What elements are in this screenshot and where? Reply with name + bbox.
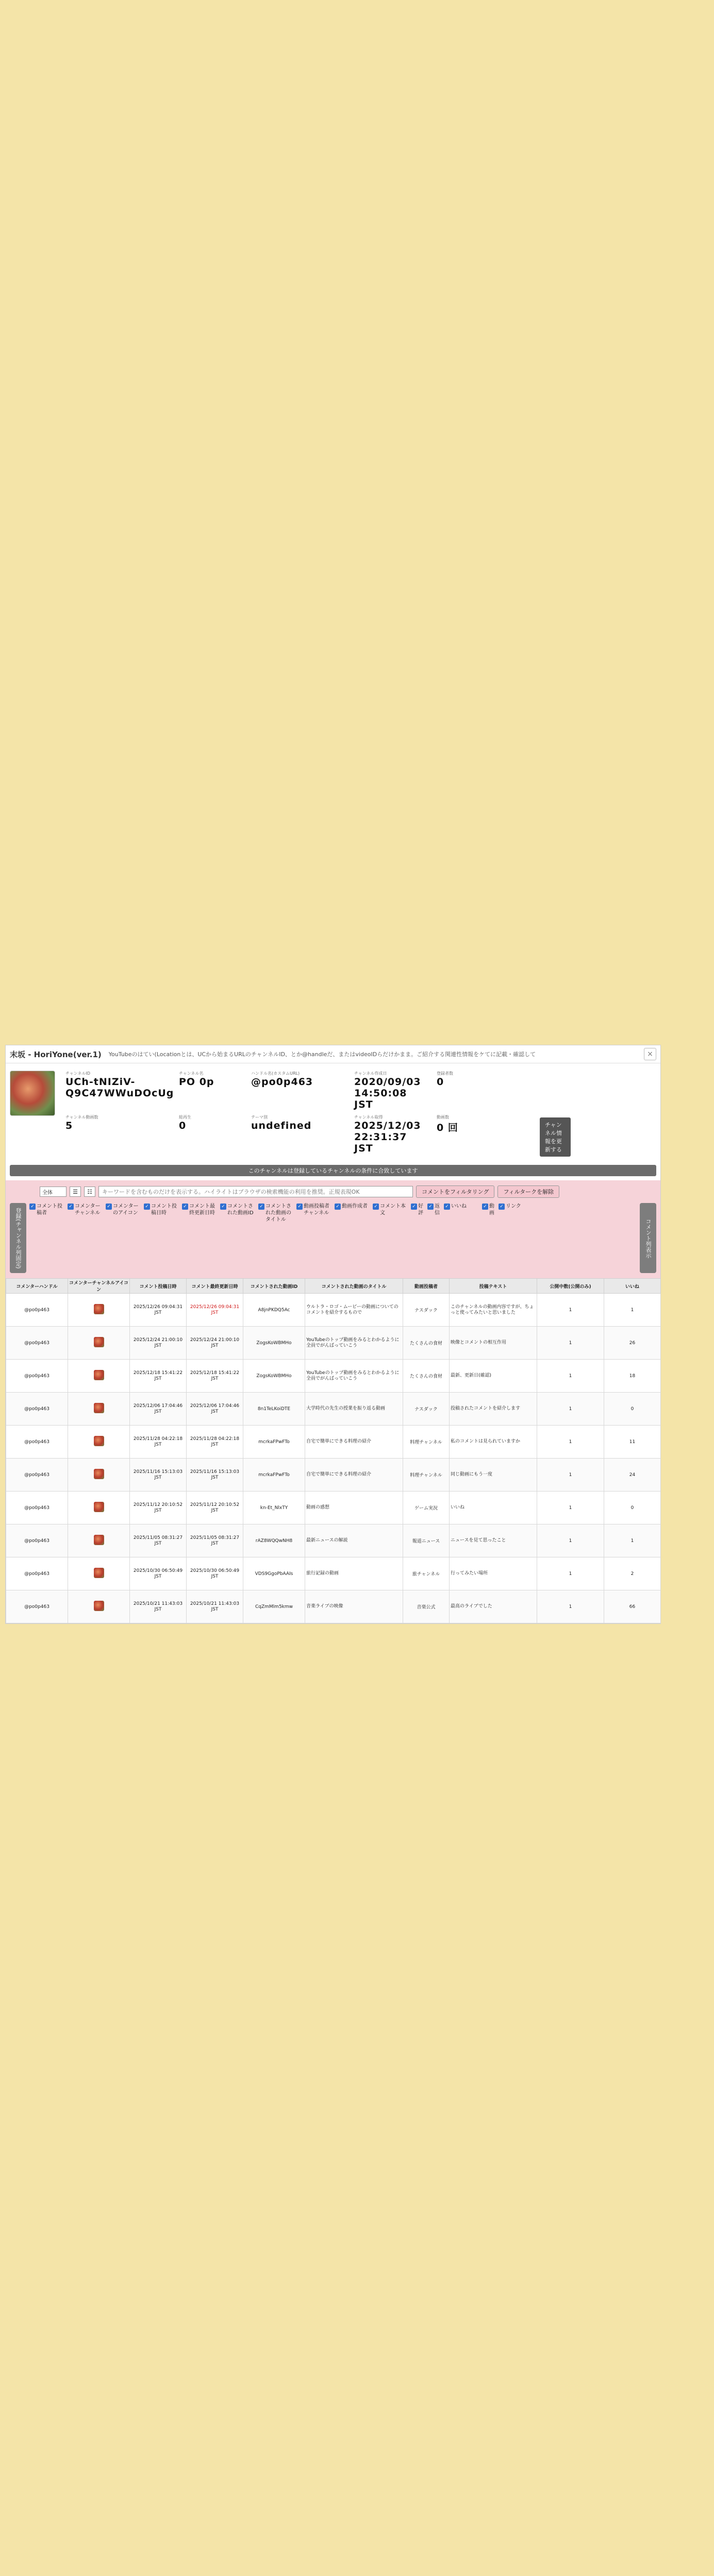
- video-title[interactable]: 大学時代の先生の授業を振り返る動画: [305, 1393, 403, 1426]
- checkbox-label: 返信: [435, 1204, 440, 1216]
- video-id[interactable]: A8jnPKDQ5Ac: [243, 1294, 305, 1327]
- fetched-label: チャンネル取得: [354, 1115, 383, 1120]
- video-id[interactable]: ZogsKoWBMHo: [243, 1360, 305, 1393]
- column-checkbox[interactable]: [106, 1203, 143, 1223]
- column-checkbox[interactable]: [482, 1203, 497, 1223]
- commenter-handle[interactable]: @po0p463: [6, 1557, 68, 1590]
- posted-date: 2025/10/21 11:43:03 JST: [130, 1590, 187, 1623]
- column-checkboxes: [29, 1203, 637, 1223]
- updated-date: 2025/11/16 15:13:03 JST: [187, 1459, 243, 1492]
- public-count: 1: [537, 1557, 604, 1590]
- updated-date: 2025/12/26 09:04:31 JST: [187, 1294, 243, 1327]
- comments-table: [6, 1278, 661, 1623]
- posted-date: 2025/12/06 17:04:46 JST: [130, 1393, 187, 1426]
- theme-label: テーマ別: [251, 1115, 268, 1120]
- posted-date: 2025/10/30 06:50:49 JST: [130, 1557, 187, 1590]
- comment-text: 投稿されたコメントを紹介します: [450, 1393, 537, 1426]
- commenter-icon-cell[interactable]: [68, 1524, 130, 1557]
- updated-date: 2025/11/12 20:10:52 JST: [187, 1492, 243, 1524]
- table-header-row: [6, 1279, 661, 1294]
- public-count: 1: [537, 1426, 604, 1459]
- check-icon[interactable]: ✓: [335, 1204, 341, 1210]
- checkbox-label: コメント最終更新日時: [189, 1204, 215, 1216]
- clear-filter-button[interactable]: フィルタークを解除: [497, 1185, 559, 1198]
- public-count: 1: [537, 1459, 604, 1492]
- status-progress-bar: このチャンネルは登録しているチャンネルの条件に合致しています: [10, 1165, 656, 1176]
- video-title[interactable]: 動画の感想: [305, 1492, 403, 1524]
- check-icon[interactable]: ✓: [444, 1204, 450, 1210]
- like-count: 2: [604, 1557, 661, 1590]
- column-checkbox[interactable]: [411, 1203, 426, 1223]
- column-header[interactable]: コメント最終更新日時: [187, 1279, 243, 1294]
- commenter-handle[interactable]: @po0p463: [6, 1360, 68, 1393]
- check-icon[interactable]: ✓: [68, 1204, 74, 1210]
- channel-thumbnail-icon[interactable]: [94, 1403, 104, 1413]
- channel-info-grid: [65, 1071, 656, 1157]
- channel-id: UCh-tNIZiV-Q9C47WWuDOcUg: [65, 1076, 174, 1099]
- comment-text: 私のコメントは見られていますか: [450, 1426, 537, 1459]
- views-label: 総再生: [179, 1115, 191, 1120]
- like-count: 26: [604, 1327, 661, 1360]
- posted-date: 2025/11/16 15:13:03 JST: [130, 1459, 187, 1492]
- column-header[interactable]: コメント投稿日時: [130, 1279, 187, 1294]
- close-button[interactable]: [644, 1048, 656, 1060]
- check-icon[interactable]: ✓: [220, 1204, 226, 1210]
- public-count: 1: [537, 1393, 604, 1426]
- comment-text: このチャンネルの動画内容ですが、ちょっと使ってみたいと思いました: [450, 1294, 537, 1327]
- commenter-icon-cell[interactable]: [68, 1557, 130, 1590]
- table-row: [6, 1492, 661, 1524]
- video-title[interactable]: 自宅で簡単にできる料理の紹介: [305, 1426, 403, 1459]
- table-row: [6, 1459, 661, 1492]
- checkbox-label: 動画作成者: [342, 1204, 368, 1209]
- count-value: 0 回: [437, 1122, 458, 1133]
- checkbox-label: コメント投稿日時: [151, 1204, 177, 1216]
- keyword-input[interactable]: [98, 1186, 413, 1197]
- commenter-icon-cell[interactable]: [68, 1360, 130, 1393]
- column-header[interactable]: コメントされた動画のタイトル: [305, 1279, 403, 1294]
- video-title[interactable]: 自宅で簡単にできる料理の紹介: [305, 1459, 403, 1492]
- video-title[interactable]: 音楽ライブの映像: [305, 1590, 403, 1623]
- column-header[interactable]: いいね: [604, 1279, 661, 1294]
- video-owner[interactable]: 旅チャンネル: [403, 1557, 450, 1590]
- video-owner[interactable]: ナスダック: [403, 1393, 450, 1426]
- like-count: 0: [604, 1393, 661, 1426]
- column-header[interactable]: 動画投稿者: [403, 1279, 450, 1294]
- like-count: 18: [604, 1360, 661, 1393]
- column-checkbox[interactable]: [427, 1203, 443, 1223]
- comment-text: 同じ動画にもう一度: [450, 1459, 537, 1492]
- channel-profile: [6, 1063, 660, 1161]
- column-checkbox[interactable]: [29, 1203, 67, 1223]
- commenter-icon-cell[interactable]: [68, 1327, 130, 1360]
- updated-date: 2025/10/21 11:43:03 JST: [187, 1590, 243, 1623]
- video-owner[interactable]: 料理チャンネル: [403, 1459, 450, 1492]
- view-count: 0: [179, 1120, 187, 1131]
- column-header[interactable]: 投稿テキスト: [450, 1279, 537, 1294]
- commenter-icon-cell[interactable]: [68, 1459, 130, 1492]
- video-owner[interactable]: 報道ニュース: [403, 1524, 450, 1557]
- video-title[interactable]: YouTubeのトップ動画をみるとわかるように全員でがんばっていこう: [305, 1327, 403, 1360]
- posted-date: 2025/11/12 20:10:52 JST: [130, 1492, 187, 1524]
- commenter-icon-cell[interactable]: [68, 1590, 130, 1623]
- video-title[interactable]: 旅行記録の動画: [305, 1557, 403, 1590]
- table-row: [6, 1590, 661, 1623]
- channel-thumbnail-icon[interactable]: [94, 1469, 104, 1479]
- checkbox-label: コメント本文: [380, 1204, 406, 1216]
- like-count: 11: [604, 1426, 661, 1459]
- posted-date: 2025/12/24 21:00:10 JST: [130, 1327, 187, 1360]
- checkbox-label: いいね: [451, 1204, 467, 1209]
- video-id[interactable]: 8n1TeLKoiDTE: [243, 1393, 305, 1426]
- column-checkbox[interactable]: [499, 1203, 536, 1223]
- comment-text: 最新、更新日(確認): [450, 1360, 537, 1393]
- search-row: [10, 1185, 656, 1198]
- commenter-handle[interactable]: @po0p463: [6, 1492, 68, 1524]
- channel-thumbnail-icon[interactable]: [94, 1535, 104, 1545]
- avatar: [10, 1071, 55, 1116]
- fetched-date: 2025/12/03 22:31:37 JST: [354, 1120, 421, 1154]
- table-row: [6, 1524, 661, 1557]
- video-owner[interactable]: 料理チャンネル: [403, 1426, 450, 1459]
- table-row: [6, 1360, 661, 1393]
- column-toggle-row: [10, 1203, 656, 1273]
- video-owner[interactable]: たくさんの食材: [403, 1360, 450, 1393]
- column-header[interactable]: コメンターハンドル: [6, 1279, 68, 1294]
- video-owner[interactable]: ゲーム実況: [403, 1492, 450, 1524]
- updated-date: 2025/12/18 15:41:22 JST: [187, 1360, 243, 1393]
- app-title: 末坂 - HoriYone(ver.1): [10, 1049, 102, 1059]
- comment-text: 行ってみたい場所: [450, 1557, 537, 1590]
- commenter-handle[interactable]: @po0p463: [6, 1459, 68, 1492]
- column-header[interactable]: コメンターチャンネルアイコン: [68, 1279, 130, 1294]
- checkbox-label: 好評: [418, 1204, 423, 1216]
- table-body: [6, 1294, 661, 1623]
- public-count: 1: [537, 1590, 604, 1623]
- table-row: [6, 1426, 661, 1459]
- video-owner[interactable]: 音楽公式: [403, 1590, 450, 1623]
- channel-thumbnail-icon[interactable]: [94, 1370, 104, 1380]
- show-comment-column-button[interactable]: コメント列表示: [640, 1203, 656, 1273]
- posted-date: 2025/12/18 15:41:22 JST: [130, 1360, 187, 1393]
- posted-date: 2025/11/05 08:31:27 JST: [130, 1524, 187, 1557]
- video-count: 5: [65, 1120, 73, 1131]
- like-count: 1: [604, 1294, 661, 1327]
- column-checkbox[interactable]: [296, 1203, 334, 1223]
- comment-text: いいね: [450, 1492, 537, 1524]
- channel-name: PO 0p: [179, 1076, 214, 1088]
- comment-text: 映像とコメントの相互作用: [450, 1327, 537, 1360]
- table-row: [6, 1557, 661, 1590]
- video-id[interactable]: rAZ8WQQwNH8: [243, 1524, 305, 1557]
- video-id[interactable]: mcrkaFPwFTo: [243, 1459, 305, 1492]
- check-icon[interactable]: ✓: [182, 1204, 188, 1210]
- check-icon[interactable]: ✓: [482, 1204, 488, 1210]
- check-icon[interactable]: ✓: [427, 1204, 434, 1210]
- title-bar: [6, 1045, 660, 1063]
- channel-thumbnail-icon[interactable]: [94, 1502, 104, 1512]
- posted-date: 2025/11/28 04:22:18 JST: [130, 1426, 187, 1459]
- handle: @po0p463: [251, 1076, 313, 1088]
- column-checkbox[interactable]: [182, 1203, 219, 1223]
- video-id[interactable]: CqZmMlm5kmw: [243, 1590, 305, 1623]
- updated-date: 2025/11/05 08:31:27 JST: [187, 1524, 243, 1557]
- commenter-icon-cell[interactable]: [68, 1426, 130, 1459]
- checkbox-label: リンク: [506, 1204, 521, 1209]
- video-id[interactable]: ZogsKoWBMHo: [243, 1327, 305, 1360]
- public-count: 1: [537, 1294, 604, 1327]
- checkbox-label: コメンター チャンネル: [75, 1204, 101, 1216]
- fix-channel-column-button[interactable]: 登録(チャンネル列固定): [10, 1203, 26, 1273]
- videos-label: チャンネル動画数: [65, 1115, 98, 1120]
- comment-text: ニュースを見て思ったこと: [450, 1524, 537, 1557]
- column-checkbox[interactable]: [444, 1203, 481, 1223]
- comment-text: 最高のライブでした: [450, 1590, 537, 1623]
- commenter-icon-cell[interactable]: [68, 1492, 130, 1524]
- column-header[interactable]: コメントされた動画ID: [243, 1279, 305, 1294]
- check-icon[interactable]: ✓: [258, 1204, 264, 1210]
- channel-thumbnail-icon[interactable]: [94, 1436, 104, 1446]
- updated-date: 2025/10/30 06:50:49 JST: [187, 1557, 243, 1590]
- checkbox-label: 動画: [489, 1204, 494, 1216]
- updated-date: 2025/12/24 21:00:10 JST: [187, 1327, 243, 1360]
- column-checkbox[interactable]: [335, 1203, 372, 1223]
- grid-icon[interactable]: ☷: [84, 1187, 95, 1197]
- column-checkbox[interactable]: [68, 1203, 105, 1223]
- scope-select[interactable]: 全体: [40, 1187, 67, 1197]
- created-date: 2020/09/03 14:50:08 JST: [354, 1076, 421, 1110]
- commenter-handle[interactable]: @po0p463: [6, 1294, 68, 1327]
- video-title[interactable]: YouTubeのトップ動画をみるとわかるように全員でがんばっていこう: [305, 1360, 403, 1393]
- check-icon[interactable]: ✓: [296, 1204, 303, 1210]
- check-icon[interactable]: ✓: [29, 1204, 36, 1210]
- updated-date: 2025/11/28 04:22:18 JST: [187, 1426, 243, 1459]
- filter-comments-button[interactable]: コメントをフィルタリング: [416, 1185, 494, 1198]
- channel-thumbnail-icon[interactable]: [94, 1304, 104, 1314]
- like-count: 0: [604, 1492, 661, 1524]
- commenter-icon-cell[interactable]: [68, 1393, 130, 1426]
- check-icon[interactable]: ✓: [106, 1204, 112, 1210]
- column-checkbox[interactable]: [220, 1203, 257, 1223]
- video-id[interactable]: kn-Et_NlxTY: [243, 1492, 305, 1524]
- video-id[interactable]: mcrkaFPwFTo: [243, 1426, 305, 1459]
- table-row: [6, 1393, 661, 1426]
- updated-date: 2025/12/06 17:04:46 JST: [187, 1393, 243, 1426]
- close-icon: ×: [647, 1050, 653, 1058]
- commenter-handle[interactable]: @po0p463: [6, 1327, 68, 1360]
- checkbox-label: コメント投稿者: [37, 1204, 62, 1216]
- column-checkbox[interactable]: [373, 1203, 410, 1223]
- update-channel-button[interactable]: チャンネル情報を更新する: [540, 1117, 571, 1157]
- video-id[interactable]: VDS9GgoPbAAIs: [243, 1557, 305, 1590]
- subs-label: 登録者数: [437, 1071, 453, 1076]
- created-label: チャンネル作成日: [354, 1071, 387, 1076]
- table-row: [6, 1327, 661, 1360]
- check-icon[interactable]: ✓: [373, 1204, 379, 1210]
- video-title[interactable]: 最新ニュースの解説: [305, 1524, 403, 1557]
- commenter-handle[interactable]: @po0p463: [6, 1524, 68, 1557]
- column-checkbox[interactable]: [144, 1203, 181, 1223]
- channel-thumbnail-icon[interactable]: [94, 1337, 104, 1347]
- subscriber-count: 0: [437, 1076, 444, 1088]
- commenter-icon-cell[interactable]: [68, 1294, 130, 1327]
- table-row: [6, 1294, 661, 1327]
- checkbox-label: コメントされた動画のタイトル: [265, 1204, 291, 1223]
- public-count: 1: [537, 1327, 604, 1360]
- like-count: 1: [604, 1524, 661, 1557]
- theme-value: undefined: [251, 1120, 312, 1131]
- public-count: 1: [537, 1524, 604, 1557]
- column-header[interactable]: 公開中数(公開のみ): [537, 1279, 604, 1294]
- video-title[interactable]: ウルトラ・ロゴ・ムービーの動画についてのコメントを紹介するもので: [305, 1294, 403, 1327]
- main-panel: [5, 1045, 661, 1624]
- check-icon[interactable]: ✓: [144, 1204, 150, 1210]
- commenter-handle[interactable]: @po0p463: [6, 1393, 68, 1426]
- app-note: YouTubeのはてい(Locationとは、UCから始まるURLのチャンネルID、とか@handleだ、またはvideoIDらだけかまま。ご紹介する関連性情報をケてに記載・確認して: [108, 1051, 536, 1058]
- filter-area: [6, 1180, 660, 1278]
- commenter-handle[interactable]: @po0p463: [6, 1426, 68, 1459]
- column-checkbox[interactable]: [258, 1203, 295, 1223]
- video-owner[interactable]: たくさんの食材: [403, 1327, 450, 1360]
- channel-name-label: チャンネル名: [179, 1071, 204, 1076]
- commenter-handle[interactable]: @po0p463: [6, 1590, 68, 1623]
- channel-id-label: チャンネルID: [65, 1071, 91, 1076]
- channel-thumbnail-icon[interactable]: [94, 1568, 104, 1578]
- checkbox-label: コメントされた動画ID: [227, 1204, 254, 1216]
- handle-label: ハンドル名(カスタムURL): [251, 1071, 300, 1076]
- public-count: 1: [537, 1360, 604, 1393]
- posted-date: 2025/12/26 09:04:31 JST: [130, 1294, 187, 1327]
- channel-thumbnail-icon[interactable]: [94, 1601, 104, 1611]
- video-owner[interactable]: ナスダック: [403, 1294, 450, 1327]
- checkbox-label: 動画投稿者チャンネル: [304, 1204, 329, 1216]
- checkbox-label: コメンターのアイコン: [113, 1204, 139, 1216]
- check-icon[interactable]: ✓: [411, 1204, 417, 1210]
- like-count: 66: [604, 1590, 661, 1623]
- list-icon[interactable]: ☰: [70, 1187, 81, 1197]
- public-count: 1: [537, 1492, 604, 1524]
- count-label: 動画数: [437, 1115, 449, 1120]
- like-count: 24: [604, 1459, 661, 1492]
- check-icon[interactable]: ✓: [499, 1204, 505, 1210]
